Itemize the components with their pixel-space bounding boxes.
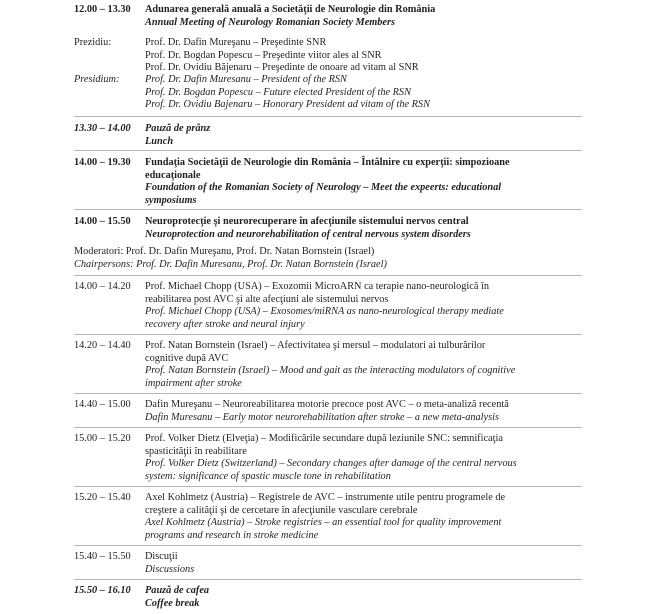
- entry-time: 12.00 – 13.30: [74, 4, 131, 15]
- presidium-member: Prof. Dr. Dafin Mureşanu – Preşedinte SNR: [145, 37, 327, 48]
- divider: [74, 334, 582, 335]
- divider: [74, 393, 582, 394]
- divider: [74, 486, 582, 487]
- divider: [74, 209, 582, 210]
- entry-title-ro: educaţionale: [145, 169, 201, 181]
- talk-title-en: recovery after stroke and neural injury: [145, 318, 305, 330]
- entry-time: 14.00 – 15.50: [74, 216, 131, 227]
- divider: [74, 545, 582, 546]
- talk-title-en: Axel Kohlmetz (Austria) – Stroke registries – an essential tool for quality improvement: [145, 517, 502, 528]
- presidium-member: Prof. Dr. Bogdan Popescu – Preşedinte viitor ales al SNR: [145, 49, 382, 61]
- divider: [74, 116, 582, 117]
- entry-time: 13.30 – 14.00: [74, 123, 131, 134]
- moderators-en: Chairpersons: Prof. Dr. Dafin Muresanu, Prof. Dr. Natan Bornstein (Israel): [74, 258, 387, 270]
- talk-time: 14.40 – 15.00: [74, 399, 131, 410]
- entry-title-en: Coffee break: [145, 597, 200, 609]
- presidium-label-ro: Prezidiu:: [74, 37, 112, 48]
- presidium-label-en: Presidium:: [74, 74, 120, 85]
- talk-title-ro: Discuţii: [145, 551, 178, 562]
- talk-time: 14.00 – 14.20: [74, 281, 131, 292]
- entry-title-ro: Adunarea generală anuală a Societăţii de Neurologie din România: [145, 4, 436, 15]
- divider: [74, 275, 582, 276]
- talk-title-ro: Dafin Mureşanu – Neuroreabilitarea motorie precoce post AVC – o meta-analiză recentă: [145, 399, 509, 410]
- presidium-member: Prof. Dr. Bogdan Popescu – Future elected President of the RSN: [145, 86, 411, 98]
- talk-title-en: programs and research in stroke medicine: [145, 529, 319, 541]
- entry-title-en: Neuroprotection and neurorehabilitation of central nervous system disorders: [145, 228, 471, 240]
- presidium-member: Prof. Dr. Ovidiu Bajenaru – Honorary President ad vitam of the RSN: [145, 99, 430, 110]
- entry-title-en: Lunch: [145, 135, 174, 147]
- entry-title-ro: Pauză de cafea: [145, 585, 210, 596]
- talk-time: 15.20 – 15.40: [74, 492, 131, 503]
- talk-title-ro: reabilitarea post AVC şi alte afecţiuni ale sistemului nervos: [145, 293, 389, 305]
- divider: [74, 579, 582, 580]
- talk-title-ro: Prof. Volker Dietz (Elveţia) – Modificările secundare după leziunile SNC: semnificaţia: [145, 433, 503, 444]
- entry-title-en: symposiums: [145, 194, 197, 206]
- divider: [74, 150, 582, 151]
- moderators-ro: Moderatori: Prof. Dr. Dafin Mureşanu, Prof. Dr. Natan Bornstein (Israel): [74, 246, 375, 257]
- entry-title-ro: Fundaţia Societăţii de Neurologie din România – Întâlnire cu experţii: simpozioane: [145, 157, 510, 168]
- talk-title-en: impairment after stroke: [145, 377, 242, 389]
- talk-title-ro: Prof. Michael Chopp (USA) – Exozomii MicroARN ca terapie nano-neurologică în: [145, 281, 490, 292]
- talk-title-ro: Axel Kohlmetz (Austria) – Registrele de AVC – instrumente utile pentru programele de: [145, 492, 506, 503]
- talk-time: 14.20 – 14.40: [74, 340, 131, 351]
- entry-title-en: Foundation of the Romanian Society of Neurology – Meet the expeerts: educational: [145, 182, 502, 193]
- talk-title-ro: cognitive după AVC: [145, 352, 229, 364]
- entry-time: 14.00 – 19.30: [74, 157, 131, 168]
- talk-title-en: Dafin Muresanu – Early motor neurorehabilitation after stroke – a new meta-analysis: [145, 411, 499, 423]
- entry-title-en: Annual Meeting of Neurology Romanian Society Members: [145, 16, 396, 28]
- talk-title-en: Prof. Volker Dietz (Switzerland) – Secondary changes after damage of the central nervous: [145, 458, 517, 469]
- entry-time: 15.50 – 16.10: [74, 585, 131, 596]
- talk-title-ro: creştere a calităţii şi de cercetare în afecţiunile vasculare cerebrale: [145, 504, 418, 516]
- divider: [74, 427, 582, 428]
- talk-title-en: Discussions: [145, 563, 195, 575]
- presidium-member: Prof. Dr. Ovidiu Băjenaru – Preşedinte de onoare ad vitam al SNR: [145, 62, 419, 73]
- talk-time: 15.00 – 15.20: [74, 433, 131, 444]
- presidium-member: Prof. Dr. Dafin Muresanu – President of the RSN: [145, 74, 347, 85]
- talk-title-ro: spasticităţii în reabilitare: [145, 445, 247, 457]
- talk-title-en: Prof. Michael Chopp (USA) – Exosomes/miRNA as nano-neurological therapy mediate: [145, 306, 504, 317]
- entry-title-ro: Pauză de prânz: [145, 123, 211, 134]
- entry-title-ro: Neuroprotecţie şi neurorecuperare în afecţiunile sistemului nervos central: [145, 216, 469, 227]
- talk-title-en: system: significance of spastic muscle tone in rehabilitation: [145, 470, 391, 482]
- talk-time: 15.40 – 15.50: [74, 551, 131, 562]
- talk-title-ro: Prof. Natan Bornstein (Israel) – Afectivitatea şi mersul – modulatori ai tulburărilor: [145, 340, 486, 351]
- talk-title-en: Prof. Natan Bornstein (Israel) – Mood and gait as the interacting modulators of cognitive: [145, 365, 516, 376]
